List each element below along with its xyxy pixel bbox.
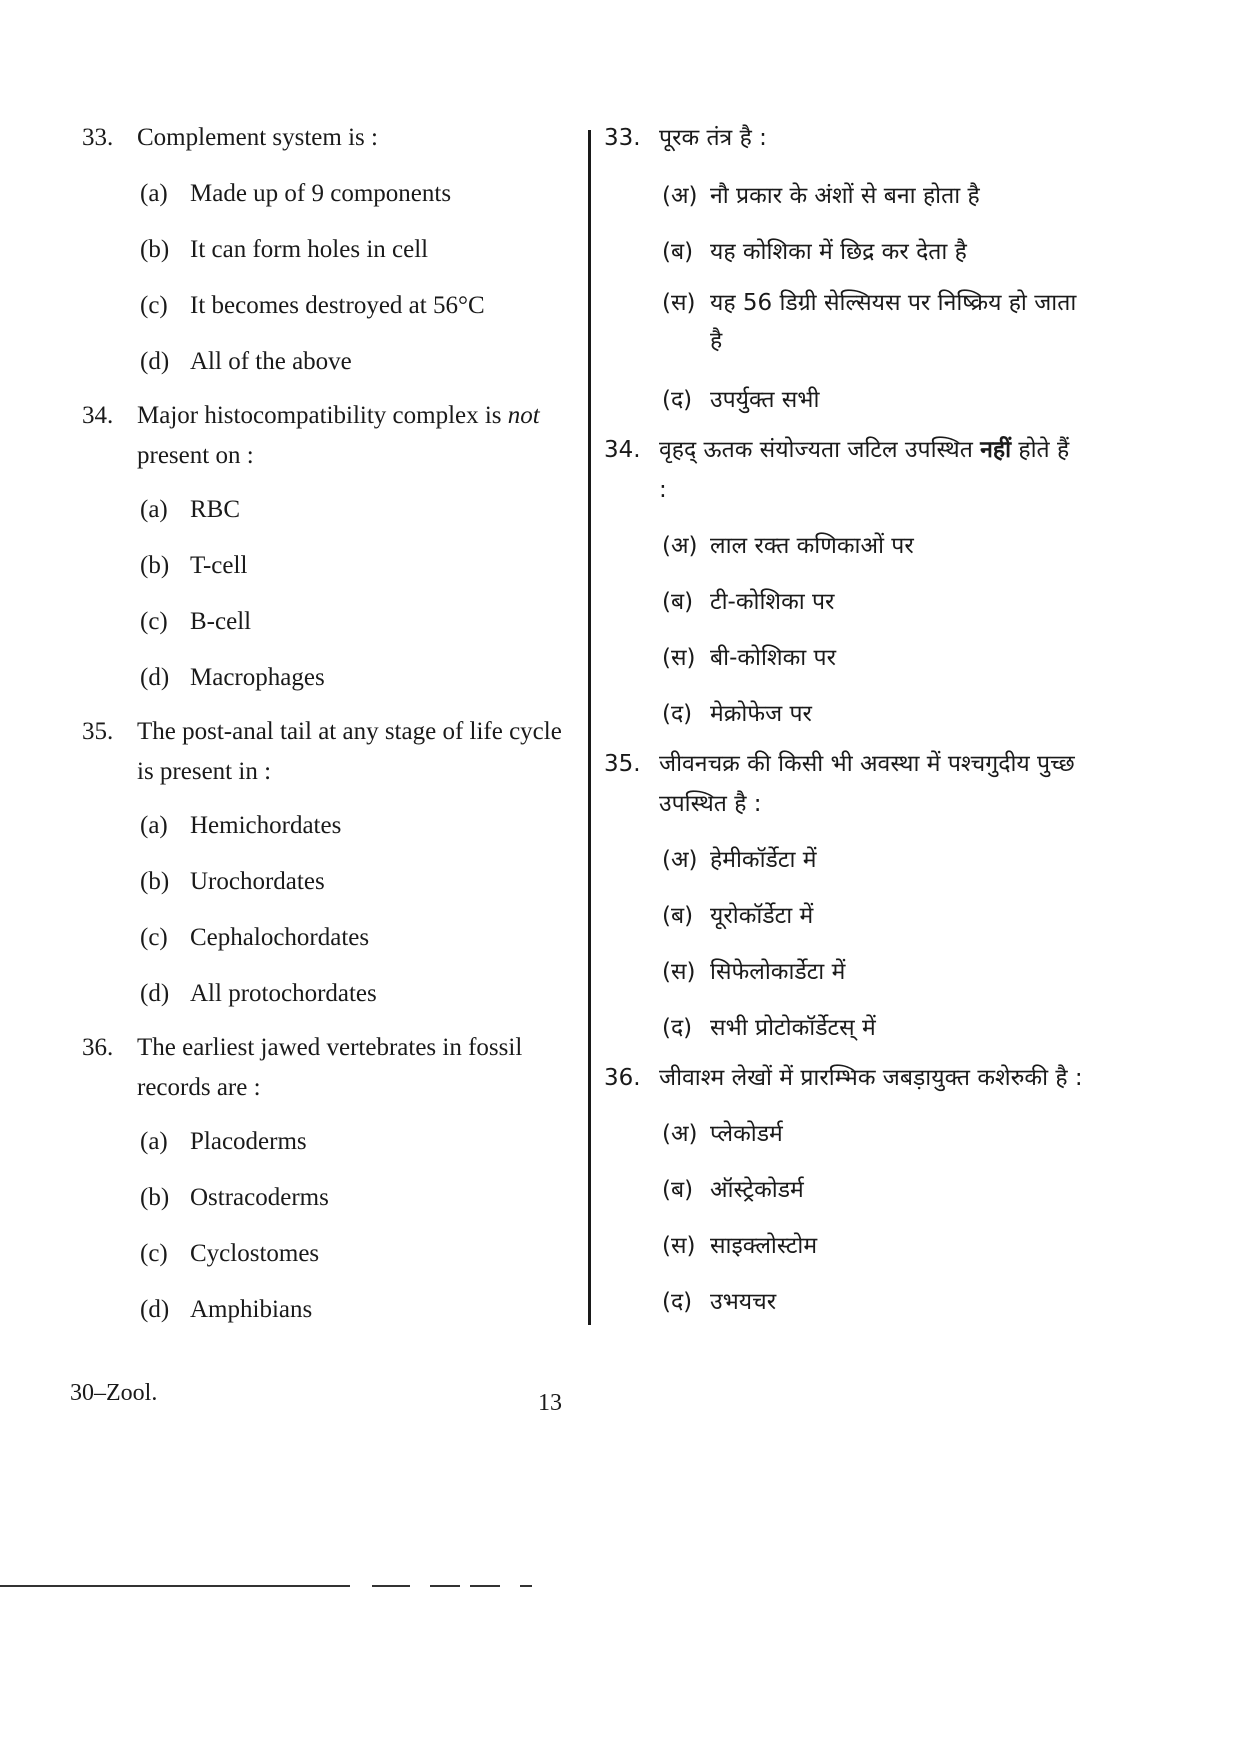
option-c: (c) Cyclostomes	[140, 1240, 320, 1267]
bottom-rule	[0, 1585, 350, 1587]
question-number: 35.	[604, 751, 641, 777]
option-c: (स) यह 56 डिग्री सेल्सियस पर निष्क्रिय हो जाता है	[662, 290, 1077, 354]
question-text: Major histocompatibility complex is not present on :	[137, 402, 540, 469]
emphasis: not	[507, 402, 540, 429]
option-b: (ब) यह कोशिका में छिद्र कर देता है	[662, 239, 967, 265]
question-text: The post-anal tail at any stage of life cycle is present in :	[137, 718, 562, 785]
option-b: (ब) यूरोकॉर्डेटा में	[662, 903, 814, 929]
question-34-en	[82, 396, 582, 706]
english-column	[82, 118, 582, 1338]
question-number: 36.	[82, 1034, 114, 1061]
option-b: (ब) ऑस्ट्रेकोडर्म	[662, 1177, 804, 1203]
question-text: वृहद् ऊतक संयोज्यता जटिल उपस्थित नहीं होते हैं :	[659, 437, 1070, 503]
question-number: 36.	[604, 1065, 641, 1091]
option-a: (अ) लाल रक्त कणिकाओं पर	[662, 533, 914, 559]
option-a: (a) Made up of 9 components	[140, 180, 452, 207]
option-a: (अ) प्लेकोडर्म	[662, 1121, 783, 1147]
hindi-column	[604, 118, 1084, 1328]
question-35-en	[82, 712, 582, 1022]
question-number: 33.	[82, 124, 114, 151]
question-number: 35.	[82, 718, 114, 745]
bottom-rule-dash	[520, 1585, 532, 1587]
option-c: (स) सिफेलोकार्डेटा में	[662, 959, 846, 985]
emphasis: नहीं	[980, 437, 1012, 463]
question-35-hi	[604, 744, 1084, 1054]
option-b: (b) Ostracoderms	[140, 1184, 329, 1211]
question-36-hi	[604, 1058, 1084, 1328]
option-d: (d) Macrophages	[140, 664, 325, 691]
question-text: जीवनचक्र की किसी भी अवस्था में पश्चगुदीय पुच्छ उपस्थित है :	[659, 751, 1075, 817]
option-c: (c) B-cell	[140, 608, 252, 635]
bottom-rule-dash	[372, 1585, 410, 1587]
option-d: (द) सभी प्रोटोकॉर्डेटस् में	[662, 1015, 876, 1041]
option-d: (d) Amphibians	[140, 1296, 313, 1323]
option-d: (द) मेक्रोफेज पर	[662, 701, 812, 727]
option-b: (b) T-cell	[140, 552, 248, 579]
bottom-rule-dash	[470, 1585, 500, 1587]
option-a: (a) RBC	[140, 496, 241, 523]
question-text: जीवाश्म लेखों में प्रारम्भिक जबड़ायुक्त कशेरुकी है :	[659, 1065, 1083, 1091]
option-d: (द) उपर्युक्त सभी	[662, 387, 820, 413]
question-number: 34.	[82, 402, 114, 429]
option-c: (स) बी-कोशिका पर	[662, 645, 837, 671]
option-c: (c) Cephalochordates	[140, 924, 370, 951]
question-number: 34.	[604, 437, 641, 463]
question-34-hi	[604, 430, 1084, 740]
paper-code: 30–Zool.	[70, 1380, 158, 1406]
option-a: (a) Placoderms	[140, 1128, 307, 1155]
option-a: (अ) नौ प्रकार के अंशों से बना होता है	[662, 183, 980, 209]
page-number: 13	[538, 1390, 562, 1416]
option-b: (ब) टी-कोशिका पर	[662, 589, 835, 615]
question-number: 33.	[604, 125, 641, 151]
option-b: (b) It can form holes in cell	[140, 236, 429, 263]
bottom-rule-dash	[430, 1585, 460, 1587]
column-divider	[588, 130, 591, 1325]
option-a: (a) Hemichordates	[140, 812, 342, 839]
question-text: The earliest jawed vertebrates in fossil records are :	[137, 1034, 523, 1101]
question-33-hi	[604, 118, 1084, 426]
option-d: (d) All protochordates	[140, 980, 377, 1007]
option-c: (स) साइक्लोस्टोम	[662, 1233, 818, 1259]
option-d: (द) उभयचर	[662, 1289, 777, 1315]
option-d: (d) All of the above	[140, 348, 352, 375]
question-36-en	[82, 1028, 582, 1338]
question-text: पूरक तंत्र है :	[659, 125, 767, 151]
option-c: (c) It becomes destroyed at 56°C	[140, 292, 485, 319]
question-33-en	[82, 118, 582, 390]
option-b: (b) Urochordates	[140, 868, 325, 895]
question-text: Complement system is :	[137, 124, 378, 151]
option-a: (अ) हेमीकॉर्डेटा में	[662, 847, 817, 873]
